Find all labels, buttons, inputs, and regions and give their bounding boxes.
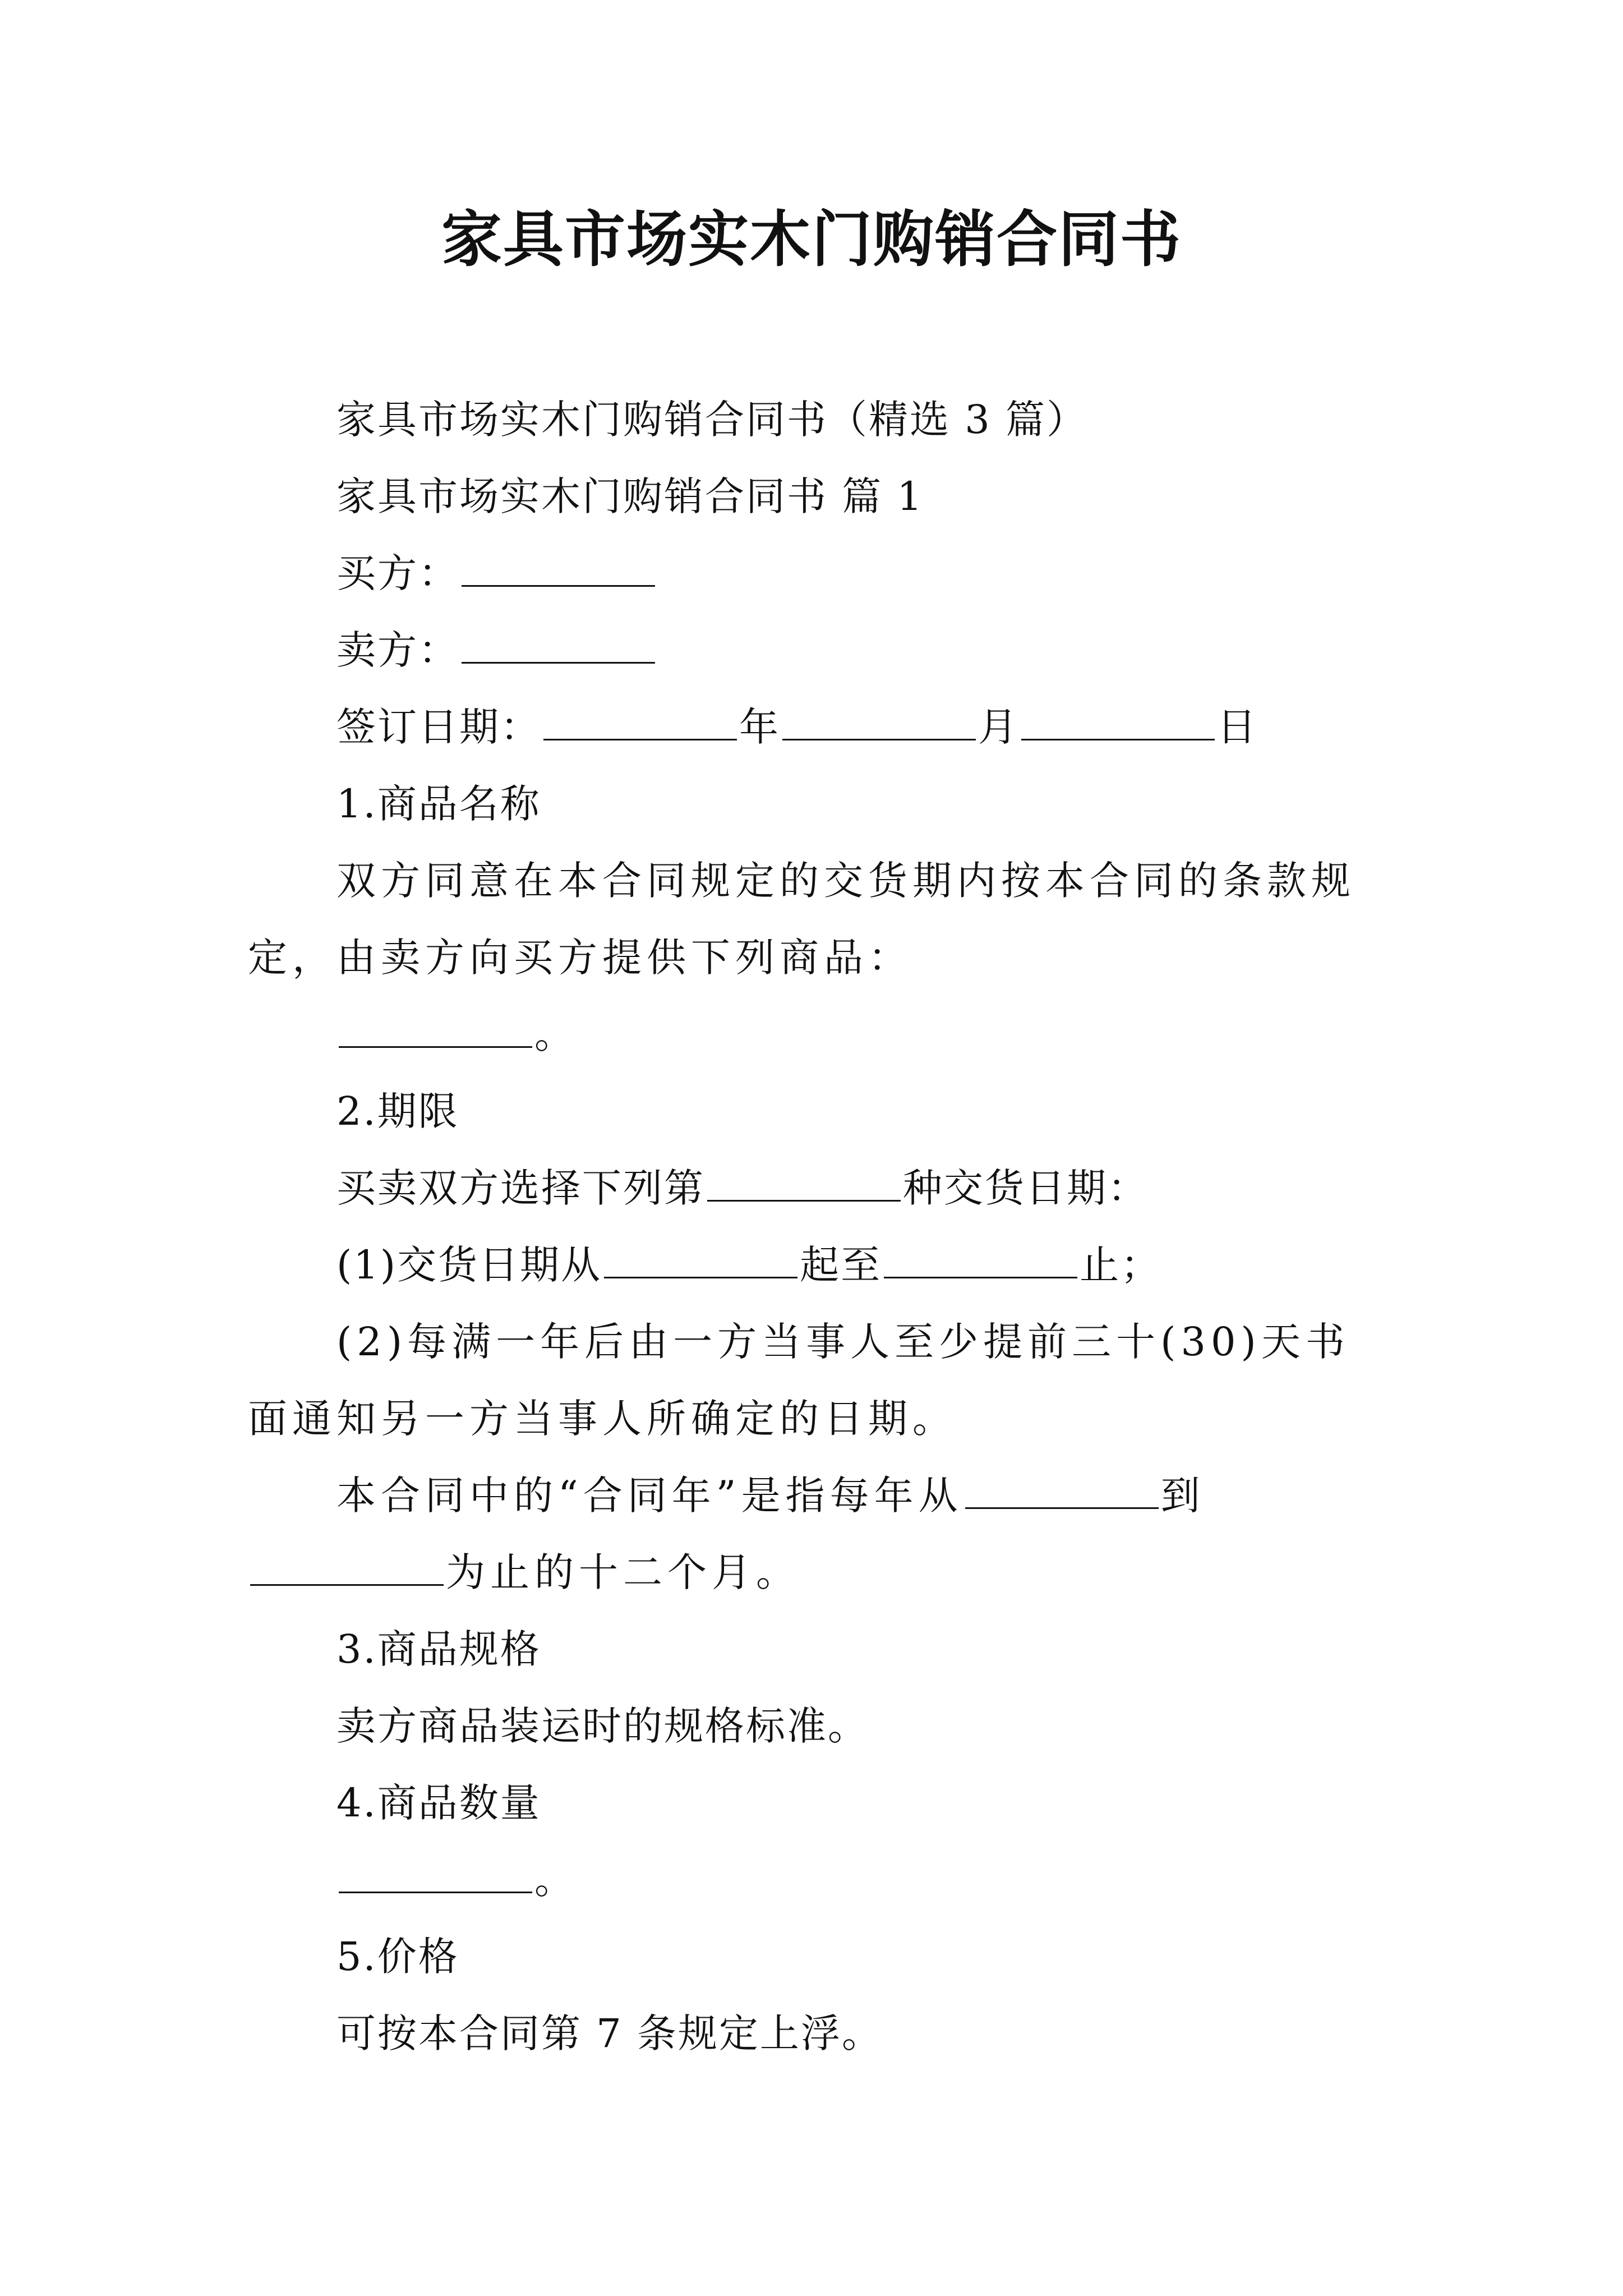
sign-date-label: 签订日期： bbox=[336, 704, 541, 750]
day-label: 日 bbox=[1217, 704, 1258, 750]
sign-date-line bbox=[248, 689, 1386, 766]
year-blank bbox=[543, 728, 737, 740]
item2-choice-suffix: 种交货日期： bbox=[903, 1165, 1149, 1211]
item1-heading: 1.商品名称 bbox=[336, 781, 541, 827]
item5-heading: 5.价格 bbox=[336, 1934, 459, 1980]
seller-label: 卖方： bbox=[336, 627, 459, 673]
month-blank bbox=[782, 728, 976, 740]
item2-choice-prefix: 买卖双方选择下列第 bbox=[336, 1165, 705, 1211]
item4-end: 。 bbox=[534, 1857, 575, 1903]
item2-year-prefix: 本合同中的“合同年”是指每年从 bbox=[336, 1473, 963, 1519]
buyer-blank bbox=[462, 574, 655, 587]
item2-year-from-blank bbox=[965, 1496, 1159, 1509]
item2-opt1-mid: 起至 bbox=[800, 1242, 882, 1288]
item3-text: 卖方商品装运时的规格标准。 bbox=[336, 1703, 869, 1749]
year-label: 年 bbox=[739, 704, 780, 750]
buyer-line bbox=[248, 535, 1386, 612]
item2-year-mid: 到 bbox=[1160, 1473, 1205, 1519]
item2-year-suffix: 为止的十二个月。 bbox=[446, 1549, 800, 1595]
item2-year-line bbox=[248, 1457, 1386, 1611]
item2-opt1-prefix: (1)交货日期从 bbox=[336, 1242, 602, 1288]
document-body bbox=[248, 381, 1386, 2072]
item2-opt1-to-blank bbox=[884, 1266, 1077, 1278]
item2-opt1-end: 止； bbox=[1080, 1242, 1162, 1288]
item2-heading: 2.期限 bbox=[336, 1088, 459, 1134]
item2-opt1-line bbox=[248, 1227, 1386, 1304]
buyer-label: 买方： bbox=[336, 550, 459, 596]
section-heading: 家具市场实木门购销合同书 篇 1 bbox=[336, 473, 924, 519]
item4-heading: 4.商品数量 bbox=[336, 1780, 541, 1826]
item2-opt1-from-blank bbox=[604, 1266, 797, 1278]
day-blank bbox=[1021, 728, 1215, 740]
item2-choice-line bbox=[248, 1150, 1386, 1227]
item5-text: 可按本合同第 7 条规定上浮。 bbox=[336, 2010, 883, 2056]
item4-blank bbox=[339, 1880, 532, 1893]
item1-text: 双方同意在本合同规定的交货期内按本合同的条款规定，由卖方向买方提供下列商品： bbox=[248, 858, 1355, 981]
item1-blank-line bbox=[248, 996, 1386, 1073]
item1-blank bbox=[339, 1035, 532, 1048]
item4-blank-line bbox=[248, 1842, 1386, 1918]
item3-heading: 3.商品规格 bbox=[336, 1626, 541, 1672]
month-label: 月 bbox=[978, 704, 1019, 750]
document-subtitle: 家具市场实木门购销合同书（精选 3 篇） bbox=[336, 397, 1088, 443]
item1-end: 。 bbox=[534, 1011, 575, 1057]
item2-opt2: (2)每满一年后由一方当事人至少提前三十(30)天书面通知另一方当事人所确定的日期。 bbox=[248, 1319, 1350, 1442]
seller-blank bbox=[462, 651, 655, 664]
document-title: 家具市场实木门购销合同书 bbox=[441, 204, 1182, 275]
item2-year-to-blank bbox=[250, 1573, 444, 1586]
seller-line bbox=[248, 612, 1386, 689]
item2-choice-blank bbox=[707, 1189, 901, 1202]
